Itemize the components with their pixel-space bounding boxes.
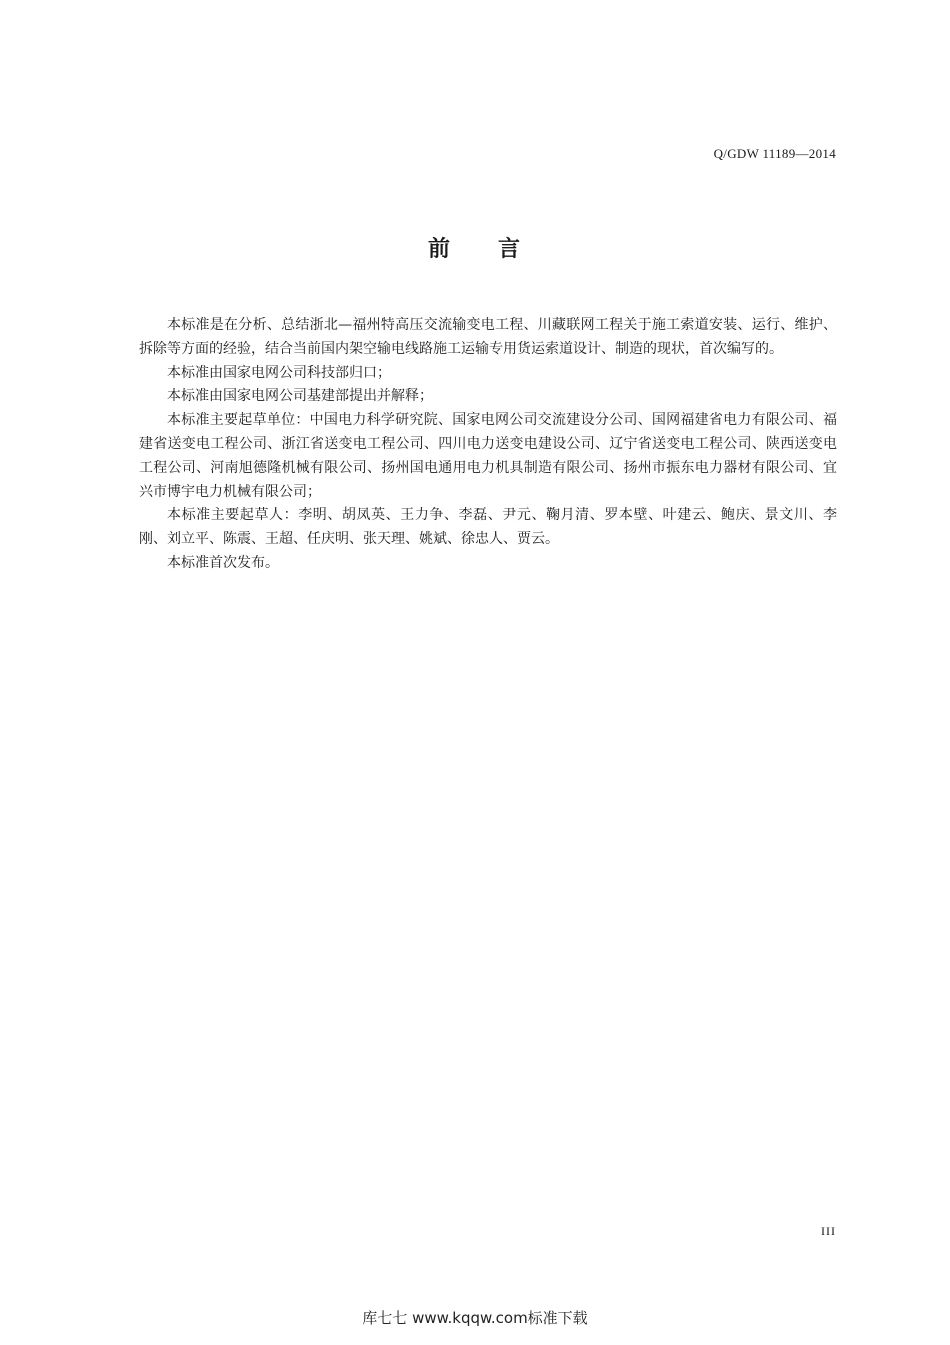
paragraph-proposed-by: 本标准由国家电网公司基建部提出并解释； [167, 388, 433, 405]
title-char-1: 前 [427, 237, 452, 262]
page-number: III [821, 1224, 836, 1238]
page-title [0, 232, 950, 263]
document-code: Q/GDW 11189—2014 [713, 146, 836, 161]
title-char-2: 言 [498, 237, 523, 262]
paragraph-first-release: 本标准首次发布。 [167, 554, 279, 571]
foreword-body [139, 314, 837, 576]
paragraph-administered-by: 本标准由国家电网公司科技部归口； [167, 364, 391, 381]
download-footer: 库七七 www.kqqw.com标准下载 [362, 1309, 588, 1327]
paragraph-drafters: 本标准主要起草人：李明、胡凤英、王力争、李磊、尹元、鞠月清、罗本壁、叶建云、鲍庆、景文川、李刚、刘立平、陈震、王超、任庆明、张天理、姚斌、徐忠人、贾云。 [139, 507, 837, 548]
paragraph-drafting-units: 本标准主要起草单位：中国电力科学研究院、国家电网公司交流建设分公司、国网福建省电力有限公司、福建省送变电工程公司、浙江省送变电工程公司、四川电力送变电建设公司、辽宁省送变电工程公司、陕西送变电工程公司、河南旭德隆机械有限公司、扬州国电通用电力机具制造有限公司、扬州市振东电力器材有限公司、宜兴市博宇电力机械有限公司； [139, 412, 837, 500]
paragraph-intro: 本标准是在分析、总结浙北—福州特高压交流输变电工程、川藏联网工程关于施工索道安装、运行、维护、拆除等方面的经验，结合当前国内架空输电线路施工运输专用货运索道设计、制造的现状，首次编写的。 [139, 317, 837, 357]
